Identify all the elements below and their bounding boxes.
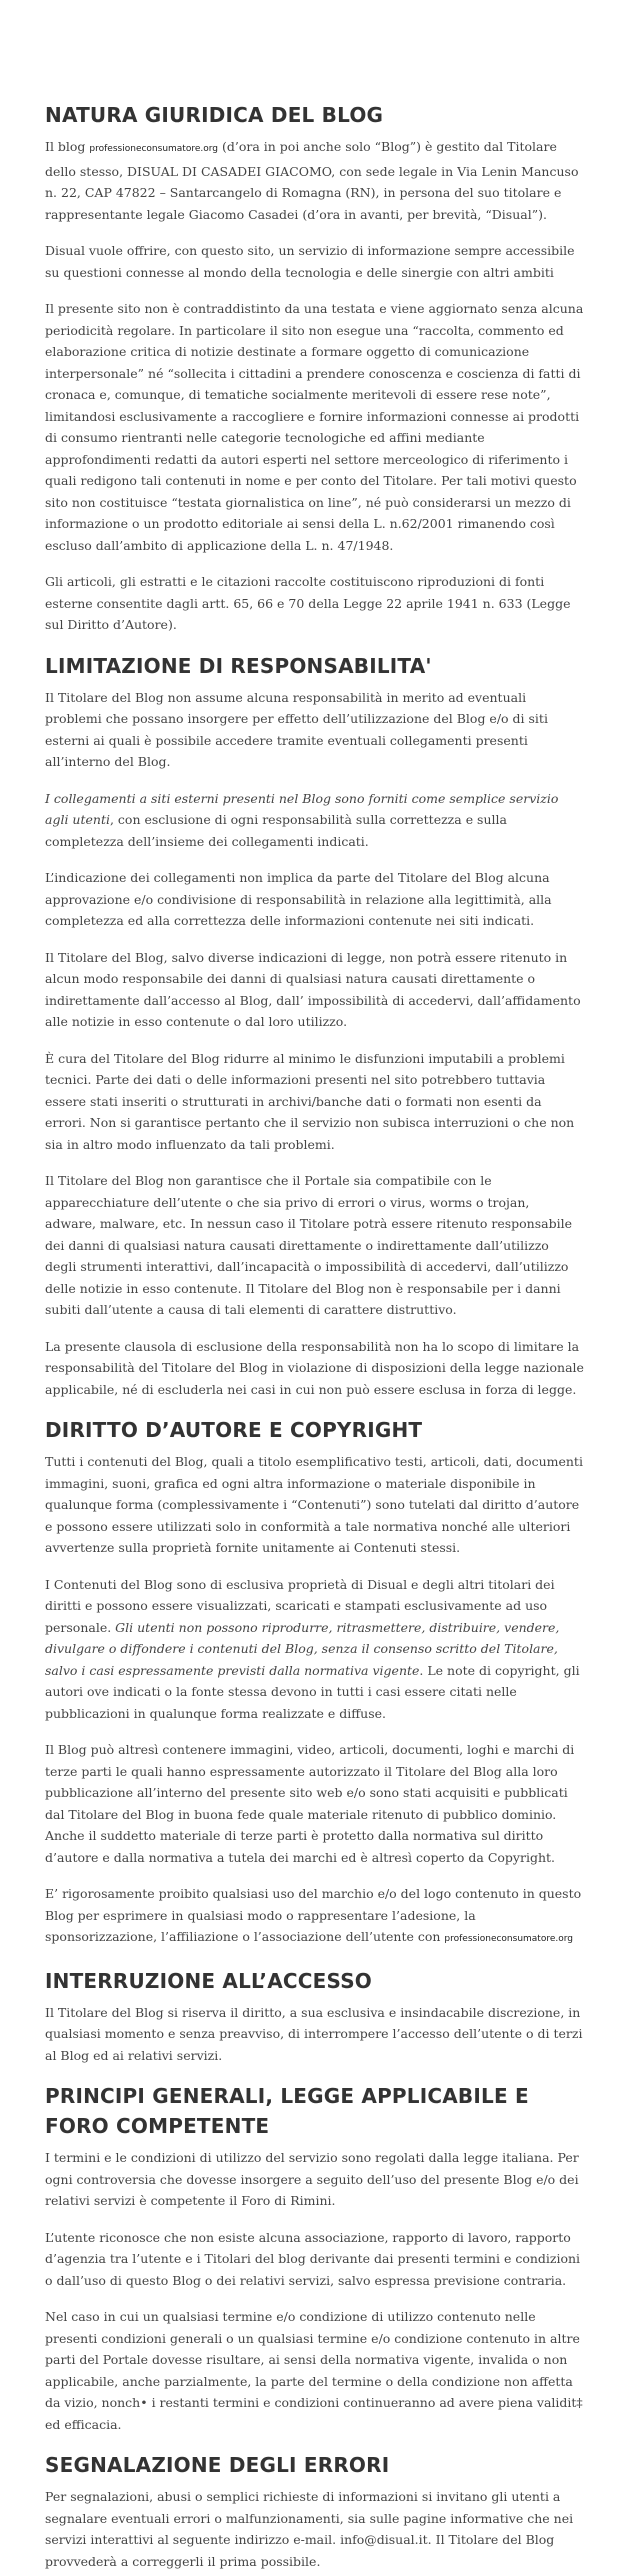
text: E’ rigorosamente proibito qualsiasi uso del marchio e/o del logo contenuto in questo Blog per esprimere in qualsiasi modo o rappresentare l’adesione, la sponsorizzazione, l’affiliazione o l’associazione dell’utente con (45, 1886, 582, 1944)
section-title: INTERRUZIONE ALL’ACCESSO (45, 1968, 373, 1993)
section-diritto-autore (45, 1415, 584, 1951)
site-name: professioneconsumatore.org (89, 144, 219, 154)
emphasis: Gli utenti non possono riprodurre, ritrasmettere, distribuire, vendere, divulgare o diffondere i contenuti del Blog, senza il consenso scritto del Titolare, salvo i casi espressamente previsti dalla normativa vigente (45, 1619, 560, 1678)
paragraph: Il Titolare del Blog si riserva il diritto, a sua esclusiva e insindacabile discrezione, in qualsiasi momento e senza preavviso, di interrompere l’accesso dell’utente o di terzi al Blog ed ai relativi servizi. (45, 2004, 583, 2063)
section-natura-giuridica (45, 100, 584, 636)
paragraph: I termini e le condizioni di utilizzo del servizio sono regolati dalla legge italiana. Per ogni controversia che dovesse insorgere a seguito dell’uso del presente Blog e/o dei relativi servizi è competente il Foro di Rimini. (45, 2150, 579, 2208)
paragraph: Il Titolare del Blog non assume alcuna responsabilità in merito ad eventuali problemi che possano insorgere per effetto dell’utilizzazione del Blog e/o di siti esterni ai quali è possibile accedere tramite eventuali collegamenti presenti all’interno del Blog. (45, 689, 548, 769)
text: (d’ora in poi anche solo “Blog”) è gestito dal Titolare dello stesso, DISUAL DI CASADEI GIACOMO, con sede legale in Via Lenin Mancuso n. 22, CAP 47822 – Santarcangelo di Romagna (RN), in persona del suo titolare e rappresentante legale Giacomo Casadei (d’ora in avanti, per brevità, “Disual”). (45, 139, 579, 222)
paragraph: Per segnalazioni, abusi o semplici richieste di informazioni si invitano gli utenti a segnalare eventuali errori o malfunzionamenti, sia sulle pagine informative che nei servizi interattivi al seguente indirizzo e-mail. info@disual.it. Il Titolare del Blog provvederà a correggerli il prima possibile. (45, 2489, 574, 2569)
paragraph: Tutti i contenuti del Blog, quali a titolo esemplificativo testi, articoli, dati, documenti immagini, suoni, grafica ed ogni altra informazione o materiale disponibile in qualunque forma (complessivamente i “Contenuti”) sono tutelati dal diritto d’autore e possono essere utilizzati solo in conformità a tale normativa nonché alle ulteriori avvertenze sulla proprietà fornite unitamente ai Contenuti stessi. (45, 1454, 583, 1555)
text: , con esclusione di ogni responsabilità sulla correttezza e sulla completezza dell’insieme dei collegamenti indicati. (45, 812, 507, 849)
emphasis: I collegamenti a siti esterni presenti nel Blog sono forniti come semplice servizio agli utenti (45, 790, 559, 827)
paragraph: Disual vuole offrire, con questo sito, un servizio di informazione sempre accessibile su questioni connesse al mondo della tecnologia e delle sinergie con altri ambiti (45, 243, 575, 280)
paragraph: Il presente sito non è contraddistinto da una testata e viene aggiornato senza alcuna periodicità regolare. In particolare il sito non esegue una “raccolta, commento ed elaborazione critica di notizie destinate a formare oggetto di comunicazione interpersonale” né “sollecita i cittadini a prendere conoscenza e coscienza di fatti di cronaca e, comunque, di tematiche socialmente meritevoli di essere rese note”, limitandosi esclusivamente a raccogliere e fornire informazioni connesse ai prodotti di consumo rientranti nelle categorie tecnologiche ed affini mediante approfondimenti redatti da autori esperti nel settore merceologico di riferimento i quali redigono tali contenuti in nome e per conto del Titolare. Per tali motivi questo sito non costituisce “testata giornalistica on line”, né può considerarsi un mezzo di informazione o un prodotto editoriale ai sensi della L. n.62/2001 rimanendo così escluso dall’ambito di applicazione della L. n. 47/1948. (45, 301, 584, 553)
paragraph: È cura del Titolare del Blog ridurre al minimo le disfunzioni imputabili a problemi tecnici. Parte dei dati o delle informazioni presenti nel sito potrebbero tuttavia essere stati inseriti o strutturati in archivi/banche dati o formati non esenti da errori. Non si garantisce pertanto che il servizio non subisca interruzioni o che non sia in altro modo influenzato da tali problemi. (45, 1050, 575, 1152)
section-limitazione-responsabilita (45, 651, 584, 1401)
paragraph: Il Titolare del Blog, salvo diverse indicazioni di legge, non potrà essere ritenuto in alcun modo responsabile dei danni di qualsiasi natura causati direttamente o indirettamente dall’accesso al Blog, dall’ impossibilità di accedervi, dall’affidamento alle notizie in esso contenute o dal loro utilizzo. (45, 949, 581, 1029)
section-title: SEGNALAZIONE DEGLI ERRORI (45, 2453, 390, 2477)
paragraph (45, 1883, 584, 1951)
paragraph: Nel caso in cui un qualsiasi termine e/o condizione di utilizzo contenuto nelle presenti condizioni generali o un qualsiasi termine e/o condizione contenuto in altre parti del Portale dovesse risultare, ai sensi della normativa vigente, invalida o non applicabile, anche parzialmente, la parte del termine o della condizione non affetta da vizio, nonch• i restanti termini e condizioni continueranno ad avere piena validit‡ ed efficacia. (45, 2309, 583, 2432)
section-principi-generali (45, 2081, 584, 2435)
paragraph (45, 788, 584, 853)
paragraph: L’indicazione dei collegamenti non implica da parte del Titolare del Blog alcuna approvazione e/o condivisione di responsabilità in relazione alla legittimità, alla completezza ed alla correttezza delle informazioni contenute nei siti indicati. (45, 870, 552, 928)
paragraph: Gli articoli, gli estratti e le citazioni raccolte costituiscono riproduzioni di fonti esterne consentite dagli artt. 65, 66 e 70 della Legge 22 aprile 1941 n. 633 (Legge sul Diritto d’Autore). (45, 574, 571, 632)
paragraph: La presente clausola di esclusione della responsabilità non ha lo scopo di limitare la responsabilità del Titolare del Blog in violazione di disposizioni della legge nazionale applicabile, né di escluderla nei casi in cui non può essere esclusa in forza di legge. (45, 1338, 584, 1397)
section-title: LIMITAZIONE DI RESPONSABILITA' (45, 653, 432, 678)
paragraph: L’utente riconosce che non esiste alcuna associazione, rapporto di lavoro, rapporto d’agenzia tra l’utente e i Titolari del blog derivante dai presenti termini e condizioni o dall’uso di questo Blog o dei relativi servizi, salvo espressa previsione contraria. (45, 2229, 581, 2288)
paragraph: Il Blog può altresì contenere immagini, video, articoli, documenti, loghi e marchi di terze parti le quali hanno espressamente autorizzato il Titolare del Blog alla loro pubblicazione all’interno del presente sito web e/o sono stati acquisiti e pubblicati dal Titolare del Blog in buona fede quale materiale ritenuto di pubblico dominio. Anche il suddetto materiale di terze parti è protetto dalla normativa sul diritto d’autore e dalla normativa a tutela dei marchi ed è altresì coperto da Copyright. (45, 1742, 575, 1865)
paragraph: Il Titolare del Blog non garantisce che il Portale sia compatibile con le apparecchiature dell’utente o che sia privo di errori o virus, worms o trojan, adware, malware, etc. In nessun caso il Titolare potrà essere ritenuto responsabile dei danni di qualsiasi natura causati direttamente o indirettamente dall’utilizzo degli strumenti interattivi, dall’incapacità o impossibilità di accedervi, dall’utilizzo delle notizie in esso contenute. Il Titolare del Blog non è responsabile per i danni subiti dall’utente a causa di tali elementi di carattere distruttivo. (45, 1173, 572, 1317)
section-title: NATURA GIURIDICA DEL BLOG (45, 103, 384, 127)
section-title: PRINCIPI GENERALI, LEGGE APPLICABILE E FORO COMPETENTE (45, 2084, 529, 2138)
site-name: professioneconsumatore.org (444, 1934, 574, 1944)
text: Il blog (45, 139, 90, 154)
text: I Contenuti del Blog sono di esclusiva proprietà di Disual e degli altri titolari dei diritti e possono essere visualizzati, scaricati e stampati esclusivamente ad uso personale. (45, 1576, 555, 1635)
paragraph (45, 1574, 584, 1725)
section-segnalazione-errori (45, 2450, 584, 2572)
text: . Le note di copyright, gli autori ove indicati o la fonte stessa devono in tutti i casi essere citati nelle pubblicazioni in qualunque forma realizzate e diffuse. (45, 1662, 580, 1721)
paragraph (45, 136, 584, 225)
section-interruzione-accesso (45, 1966, 584, 2067)
section-title: DIRITTO D’AUTORE E COPYRIGHT (45, 1418, 423, 1442)
